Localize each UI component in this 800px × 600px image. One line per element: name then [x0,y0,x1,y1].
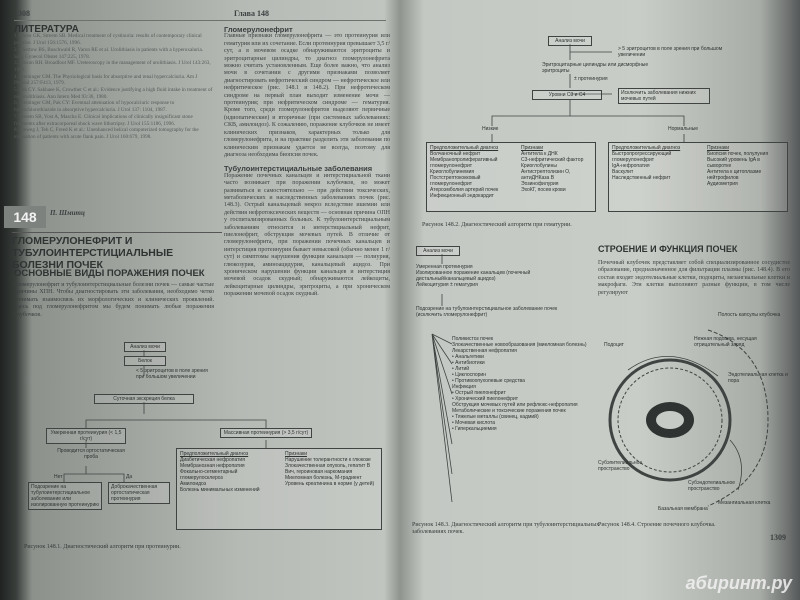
glomerulonephritis-heading: Гломерулонефрит [224,25,293,34]
fig1-protein-box: Белок [124,356,166,366]
fig1-sign: Миеломная болезнь, М-градиент [285,475,362,481]
fig1-yes-label: Да [126,474,133,480]
fig2-normal-signs-header: Признаки [707,145,729,151]
reference-item: 7. Streem SB, Yost A, Mascha E. Clinical implications of clinically insignificant stone fragments after extracorporeal shock wave lithotripsy. J Urol 155:1186, 1996. [14,113,193,127]
references-block [14,26,214,141]
fig3-cause: Метаболические и токсические поражения почек [452,408,566,414]
fig3-cause: • Гиперкальциемия [452,426,497,432]
fig3-cause: Злокачественные новообразования (миеломная болезнь) [452,342,587,348]
reference-item: 4. Preminger GM. The Physiological basis for absorptive and renal hypercalciuria. Am J Physiol 257:F413, 1979. [14,73,198,87]
fig1-diagnosis: Мембранозная нефропатия [180,463,245,469]
reference-item: 5. Pak CY. Sakhaee K, Crowther C et al.: Evidence justifying a high fluid intake in treatment of nephrolithiasis. Ann Intern Med 93:36, 1980. [14,87,213,100]
fig2-normal-sign: Биопсия почек, полулуния [707,151,769,157]
reference-item: 3. Maxon RH. Broadfoot MF. Ureteroscopy in the management of urolithiasis. J Urol 143:263, 1991. [14,60,211,73]
fig2-low-sign: С3-нефритический фактор [521,157,584,163]
fig1-sign: Нарушение толерантности к глюкозе [285,457,371,463]
glomerulonephritis-text: Главные признаки гломерулонефрита — это протеинурия или гематурия или их сочетание. Если протеинурия превышает 3,5 г/сут, а в мочевом осадке обнаруживаются эритроциты и эритроцитарные цилиндры, то диагноз гломерулонефрита можно считать установленным. Еще более важно, что анализ мочи в сочетании с другими признаками позволяет диагностировать нефротический синдром — нефротическое или нефритическое (рис. 148.1 и 148.2). При нефротическом синдроме на первый план выходит изменение мочи — протеинурия; при нефритическом синдроме — гематурия. Кроме того, среди гломерулонефритов выделяют первичные (идиопатические) и вторичные (при системных заболеваниях: СКВ, амилоидоз). К сожалению, поражение клубочков не имеет клинических признаков, характерных только для гломерулонефрита, и на практике разделить эти заболевания по клиническим признакам удается не всегда, поэтому для диагноза необходима биопсия почек. [224,33,390,158]
fig4-label: Подоцит [604,342,624,348]
fig2-c3c4-box: Уровни С3 и С4 [532,90,602,100]
fig1-urinalysis-box: Анализ мочи [124,342,166,352]
fig4-label: Субэндотелиальное пространство [688,480,736,492]
left-header-title: Глава 148 [234,10,269,18]
fig2-low-diagnosis: Криоглобулинемия [430,169,475,175]
fig2-low-diagnosis: Постстрептококковый гломерулонефрит [430,175,481,187]
fig2-low-diag-col [430,145,518,199]
fig3-cause: • Литий [452,366,470,372]
fig2-normal-sign: Высокий уровень IgA в сыворотке [707,157,760,169]
reference-item: 8. Vieweg J, Teh C, Freed K et al.: Unenhanced helical computerized tomography for the evaluation of patients with acute flank pain. J Urol 160:679, 1998. [14,127,199,140]
fig3-cause: • Мочевая кислота [452,420,496,426]
figure-148-2-caption: Рисунок 148.2. Диагностический алгоритм при гематурии. [422,222,572,228]
fig1-moderate-box: Умеренная протеинурия (< 1,5 г/сут) [46,428,126,444]
figure-148-1 [24,340,384,540]
fig3-cause: • Антибиотики [452,360,485,366]
left-page [4,10,396,588]
fig3-suspect-text: Подозрение на тубулоинтерстициальное заболевание почек (исключить гломерулонефрит) [416,306,558,318]
fig3-causes [452,336,592,432]
intro-text: Гломерулонефрит и тубулоинтерстициальные болезни почек — самые частые причины ХПН. Чтобы диагностировать эти заболевания, необходимо четко понимать взаимосвязь их морфологических и клинических проявлений. Здесь под гломерулонефритом мы будем понимать любые поражения клубочков. [14,282,214,318]
fig2-low-label: Низкие [482,126,499,132]
fig2-normal-label: Нормальные [668,126,699,132]
fig3-cause: Инфекция [452,384,476,390]
figure-148-4 [598,310,794,520]
left-page-number: 1308 [14,10,30,18]
reference-item: 2. Chertow BS, Buschwald R, Varon RE et al. Urolithiasis in patients with a hyperoxaluria. Surg Gynecol Obstet 147:225, 1978. [14,46,204,60]
fig4-label: Нежная подошва, несущая отрицательный заряд [694,336,757,348]
fig2-normal-diagnosis: Быстропрогрессирующий гломерулонефрит [612,151,672,163]
fig3-cause: • Противоопухолевые средства [452,378,525,384]
right-column [224,26,390,299]
fig2-normal-diagnosis: Васкулит [612,169,634,175]
fig1-diagnosis: Болезнь минимальных изменений [180,487,260,493]
figure-148-2 [422,34,792,218]
chapter-title: ГЛОМЕРУЛОНЕФРИТ И ТУБУЛОИНТЕРСТИЦИАЛЬНЫЕ БОЛЕЗНИ ПОЧЕК [12,232,222,271]
fig3-cause: • Анальгетики [452,354,484,360]
structure-heading: СТРОЕНИЕ И ФУНКЦИЯ ПОЧЕК [598,244,738,254]
fig1-daily-box: Суточная экскреция белка [94,394,194,404]
fig4-label: Полость капсулы клубочка [718,312,781,318]
fig1-tubulo-box: Подозрение на тубулоинтерстициальное заболевание или изолированную протеинурию [28,482,102,510]
references-heading: ЛИТЕРАТУРА [14,24,79,35]
fig1-rbc-note: < 5 эритроцитов в поле зрения при большом увеличении [136,368,208,380]
fig2-urinalysis-box: Анализ мочи [548,36,592,46]
fig3-items [416,264,556,288]
fig2-low-sign: Эозинофилурия [521,181,559,187]
tubulo-text: Поражение почечных канальцев и интерстициальной ткани часто возникает при поражении клубочков, но может развиваться и самостоятельно — при действии токсических, метаболических и наследственных заболеваниях почек (рис. 148.3). Острый канальцевый некроз вследствие ишемии или действия нефротоксических веществ — основная причина ОПН у госпитализированных больных. К тубулоинтерстициальным заболеваниям относится и интерстициальный нефрит, пиелонефрит, обструкция мочевых путей. В отличие от гломерулонефрита, при поражении почечных канальцев и интерстиция протеинурия бывает невысокой (обычно менее 1 г/сут) и симптомы нарушения функции канальцев — полиурия, глюкозурия, аминоацидурия, канальцевый ацидоз. При хроническом нарушении функции канальцев и интерстиция мочевой осадок скудный; обнаруживаются лейкоциты, лейкоцитарные цилиндры, эритроциты, а при хроническом поражении мочевой осадок скудный. [224,172,390,298]
fig3-cause: Лекарственная нефропатия [452,348,517,354]
fig2-normal-diagnosis: Наследственный нефрит [612,175,671,181]
section-heading: ОСНОВНЫЕ ВИДЫ ПОРАЖЕНИЯ ПОЧЕК [14,268,205,279]
fig1-sign: Злокачественная опухоль, гепатит В [285,463,371,469]
fig2-low-diagnosis: Атероэмболия артерий почек [430,187,499,193]
fig3-item: Лейкоцитурия ± гематурия [416,282,478,288]
fig2-low-sign: ЭхоКГ, посев крови [521,187,566,193]
fig1-diagnosis: Фокально-сегментарный гломерулосклероз [180,469,238,481]
fig2-exclude-box: Исключить заболевания нижних мочевых путей [618,88,710,104]
references-list [14,33,214,140]
fig2-low-sign: Антитела к ДНК [521,151,558,157]
fig2-cast-note: Эритроцитарные цилиндры или дисморфные эритроциты [542,62,649,74]
figure-148-4-caption: Рисунок 148.4. Строение почечного клубочка. [598,522,716,528]
fig1-massive-box: Массивная протеинурия (> 3,5 г/сут) [220,428,312,438]
structure-text: Почечный клубочек представляет собой специализированное сосудистое образование, предназначенное для фильтрации плазмы (рис. 148.4). В его состав входят эндотелиальные клетки, подоциты, мезангиальные клетки и макрофаги. Эти клетки выполняют разные функции, в том числе регулируют [598,260,790,296]
fig2-low-signs-header: Признаки [521,145,543,151]
fig1-signs-header: Признаки [285,451,307,457]
fig2-low-diagnosis: Инфекционный эндокардит [430,193,494,199]
figure-148-3-caption: Рисунок 148.3. Диагностический алгоритм при тубулоинтерстициальных заболеваниях почек. [412,522,600,536]
fig3-cause: Поликистоз почек [452,336,494,342]
left-page-header [14,10,386,21]
fig3-cause: • Циклоспорин [452,372,486,378]
chapter-author: П. Шмитц [50,209,85,217]
reference-item: 1. Chow GK, Streem SB. Medical treatment of cystinuria: results of contemporary clinical practice. J Urol 156:1576, 1996. [14,33,202,47]
fig2-low-table [426,142,596,212]
fig2-normal-diag-header: Предположительный диагноз [612,145,681,151]
fig2-low-diagnosis: Волчаночный нефрит [430,151,481,157]
fig3-cause: • Хронический пиелонефрит [452,396,519,402]
right-page [402,10,798,588]
fig1-diag-header: Предположительный диагноз [180,451,249,457]
tubulo-heading: Тубулоинтерстициальные заболевания [224,164,373,174]
figure-148-3 [412,244,592,534]
labirint-watermark: абиринт.ру [685,573,792,593]
fig2-proteinuria-note: ± протеинурия [574,76,608,82]
fig2-low-sign: Криоглобулины [521,163,557,169]
fig3-cause: • Острый пиелонефрит [452,390,506,396]
chapter-number: 148 [4,206,46,228]
reference-item: 6. Preminger GM, Pak CY: Eventual attenuation of hypocalciuric response to hydrochlorothiazide in absorptive hypercalciuria. J Urol 137: 1104, 1987. [14,100,175,114]
fig2-low-sign: Антистрептолизин О, антиДНКаза В [521,169,571,181]
fig2-low-diagnosis: Мембранопролиферативный гломерулонефрит [430,157,498,169]
fig2-low-signs-col [521,145,593,193]
fig1-diagnosis: Диабетическая нефропатия [180,457,245,463]
fig2-normal-sign: Антитела к цитоплазме нейтрофилов [707,169,762,181]
fig1-no-label: Нет [54,474,63,480]
fig1-benign-box: Доброкачественная ортостатическая протеинурия [108,482,170,504]
fig1-diagnosis-table [176,448,382,530]
fig4-label: Мезангиальная клетка [718,500,771,506]
fig1-ortho-text: Проводится ортостатическая проба [57,448,125,460]
fig1-sign: Уровень креатинина в норме (у детей) [285,481,375,487]
right-page-number: 1309 [770,533,786,542]
fig2-normal-table [608,142,788,212]
fig2-rbc-note: > 5 эритроцитов в поле зрения при большом увеличении [618,46,723,58]
fig3-cause: Обструкция мочевых путей или рефлюкс-нефропатия [452,402,578,408]
fig3-item: Изолированное поражение канальцев (почечный дистальный/канальцевый ацидоз) [416,270,531,282]
fig3-urinalysis-box: Анализ мочи [416,246,460,256]
fig3-cause: • Тяжелые металлы (свинец, кадмий) [452,414,539,420]
fig2-normal-diag-col [612,145,702,181]
fig2-normal-signs-col [707,145,785,187]
fig1-signs-col [285,451,379,487]
fig2-normal-diagnosis: IgA-нефропатия [612,163,650,169]
chapter-banner [4,206,234,271]
fig4-label: Субэпителиальное пространство [598,460,643,472]
fig1-diag-col [180,451,278,493]
fig3-item: Умеренная протеинурия [416,264,473,270]
fig2-low-diag-header: Предположительный диагноз [430,145,499,151]
fig4-label: Базальная мембрана [658,506,708,512]
fig1-sign: Вич, героиновая наркомания [285,469,353,475]
fig2-normal-sign: Аудиометрия [707,181,738,187]
figure-148-1-caption: Рисунок 148.1. Диагностический алгоритм при протеинурии. [24,544,181,550]
fig1-diagnosis: Амилоидоз [180,481,207,487]
fig4-label: Эндотелиальная клетка и пора [728,372,788,384]
